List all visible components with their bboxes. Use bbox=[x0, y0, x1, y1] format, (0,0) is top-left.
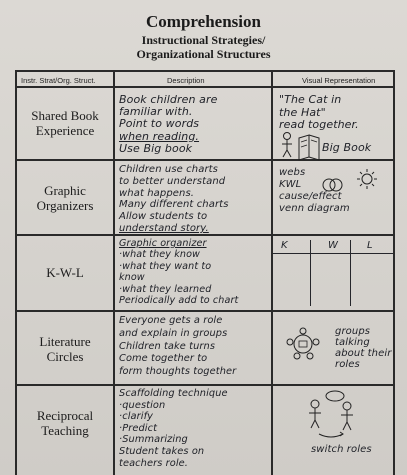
column-divider-1 bbox=[113, 72, 115, 475]
table-row bbox=[17, 236, 393, 312]
page-title: Comprehension bbox=[146, 12, 261, 31]
kwl-l-heading: L bbox=[367, 240, 373, 251]
row-visual: webs KWL cause/effect venn diagram bbox=[279, 167, 350, 214]
kwl-w-heading: W bbox=[328, 240, 338, 251]
page-subtitle-2: Organizational Structures bbox=[136, 47, 271, 61]
column-divider-2 bbox=[271, 72, 273, 475]
row-visual: "The Cat in the Hat" read together. bbox=[279, 93, 359, 131]
kwl-k-heading: K bbox=[281, 240, 288, 251]
row-label: Literature Circles bbox=[39, 334, 91, 364]
two-people-switch-icon bbox=[303, 390, 363, 440]
row-label: Shared Book Experience bbox=[31, 108, 99, 138]
group-circle-icon bbox=[285, 324, 325, 364]
table-row bbox=[17, 88, 393, 161]
row-description: Children use charts to better understand what happens. Many different charts Allow students to understand story. bbox=[119, 164, 229, 234]
row-visual: groups talking about their roles bbox=[335, 326, 392, 370]
row-description: Scaffolding technique ·question ·clarify ·Predict ·Summarizing Student takes on teachers role. bbox=[119, 388, 228, 469]
table-row bbox=[17, 161, 393, 236]
venn-and-sun-icon bbox=[317, 167, 387, 197]
switch-roles-label: switch roles bbox=[311, 444, 372, 455]
page-subtitle-1: Instructional Strategies/ bbox=[141, 33, 266, 47]
table-header bbox=[17, 72, 393, 88]
row-description: Everyone gets a role and explain in groups Children take turns Come together to form thoughts together bbox=[119, 315, 237, 378]
header-visual: Visual Representation bbox=[302, 76, 376, 85]
row-label: Graphic Organizers bbox=[36, 183, 94, 213]
table-row bbox=[17, 386, 393, 475]
header-strategy: Instr. Strat/Org. Struct. bbox=[21, 76, 96, 85]
row-description: Book children are familiar with. Point to words when reading. Use Big book bbox=[119, 93, 218, 155]
table-row bbox=[17, 312, 393, 386]
kwl-horizontal-line bbox=[273, 253, 393, 254]
strategies-table bbox=[15, 70, 395, 475]
row-label: K-W-L bbox=[46, 265, 84, 280]
big-book-label: Big Book bbox=[322, 141, 372, 154]
kwl-divider-2 bbox=[350, 240, 351, 306]
kwl-divider-1 bbox=[310, 240, 311, 306]
row-label: Reciprocal Teaching bbox=[36, 408, 94, 438]
header-description: Description bbox=[167, 76, 205, 85]
row-description: Graphic organizer ·what they know ·what they want to know ·what they learned Periodically add to chart bbox=[119, 238, 239, 307]
